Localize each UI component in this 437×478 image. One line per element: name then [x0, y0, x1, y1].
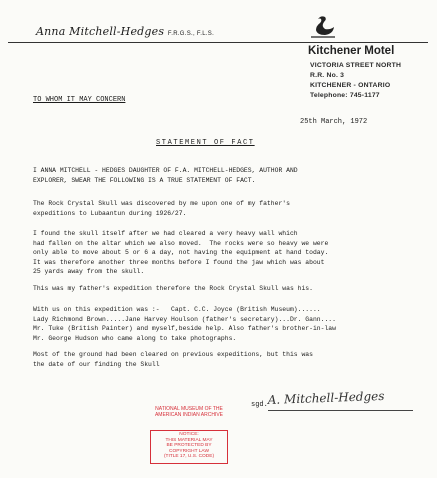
addressee: TO WHOM IT MAY CONCERN [33, 96, 126, 104]
paragraph-discovery: The Rock Crystal Skull was discovered by me upon one of my father's expeditions to Lubaantun during 1926/27. [33, 200, 290, 217]
author-credentials: F.R.G.S., F.L.S. [167, 31, 215, 37]
signature: A. Mitchell-Hedges [267, 388, 385, 407]
paragraph-members: With us on this expedition was :- Capt. C.C. Joyce (British Museum)...... Lady Richmond Brown.....Jane Harvey Houlson (father's secretary)...Dr. Gann.... Mr. Tuke (British Painter) and myself,beside help. Also father's brother-in-law Mr. George Hudson who came along to take photographs. [33, 306, 336, 342]
museum-archive-stamp: NATIONAL MUSEUM OF THE AMERICAN INDIAN ARCHIVE [154, 406, 224, 418]
motel-address-line: VICTORIA STREET NORTH [310, 62, 402, 69]
paragraph-finding: I found the skull itself after we had cleared a very heavy wall which had fallen on the altar which we also moved. The rocks were so heavy we were only able to move about 5 or 6 a day, not having the equipment at hand today. It was therefore another three months before I found the jaw which was about 25 yards away from the skull. [33, 230, 329, 275]
paragraph-declaration: I ANNA MITCHELL - HEDGES DAUGHTER OF F.A. MITCHELL-HEDGES, AUTHOR AND EXPLORER, SWEAR THE FOLLOWING IS A TRUE STATEMENT OF FACT. [33, 167, 298, 184]
motel-name: Kitchener Motel [308, 45, 395, 57]
motel-address-line: KITCHENER - ONTARIO [310, 82, 391, 89]
paragraph-closing: Most of the ground had been cleared on previous expeditions, but this was the date of our finding the Skull [33, 351, 313, 368]
swan-logo-icon [308, 14, 338, 40]
signature-line [268, 410, 413, 411]
paragraph-ownership: This was my father's expedition therefore the Rock Crystal Skull was his. [33, 285, 313, 292]
letter-date: 25th March, 1972 [300, 118, 368, 126]
motel-phone: Telephone: 745-1177 [310, 92, 380, 99]
statement-heading: STATEMENT OF FACT [156, 139, 255, 147]
signature-label: sgd. [251, 401, 268, 409]
motel-address-line: R.R. No. 3 [310, 72, 345, 79]
author-name: Anna Mitchell-Hedges F.R.G.S., F.L.S. [36, 25, 215, 38]
letterhead-rule [8, 42, 428, 43]
copyright-notice-stamp: NOTICE: THIS MATERIAL MAY BE PROTECTED BY COPYRIGHT LAW (TITLE 17, U.S. CODE) [150, 430, 228, 464]
